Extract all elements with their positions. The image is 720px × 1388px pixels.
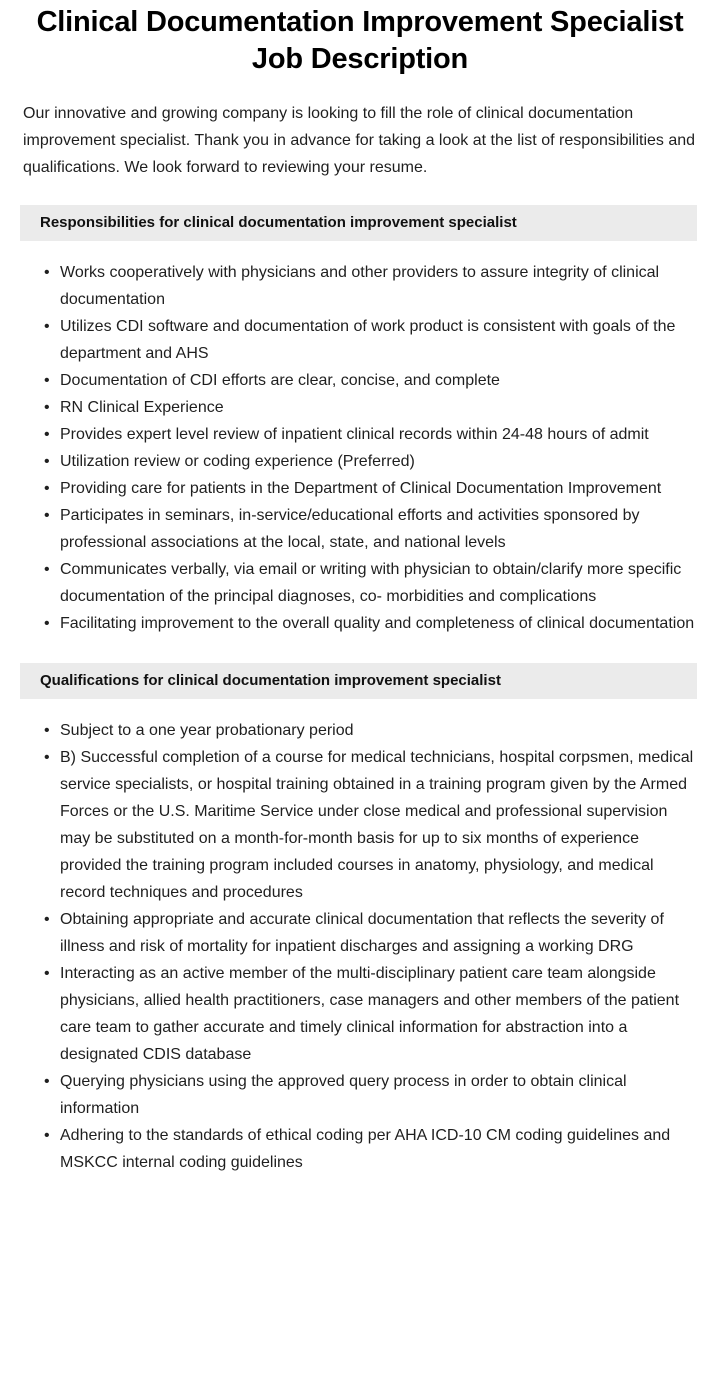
- list-item: • Participates in seminars, in-service/educational efforts and activities sponsored by professional associations at the local, state, and national levels: [44, 502, 696, 556]
- page-bottom-spacer: [0, 1176, 720, 1216]
- responsibilities-section-heading: Responsibilities for clinical documentation improvement specialist: [20, 205, 697, 241]
- list-item: • Adhering to the standards of ethical coding per AHA ICD-10 CM coding guidelines and MSKCC internal coding guidelines: [44, 1122, 696, 1176]
- list-item: • Works cooperatively with physicians and other providers to assure integrity of clinical documentation: [44, 259, 696, 313]
- list-item: • Provides expert level review of inpatient clinical records within 24-48 hours of admit: [44, 421, 696, 448]
- qualifications-section-heading: Qualifications for clinical documentation improvement specialist: [20, 663, 697, 699]
- list-item: • Communicates verbally, via email or writing with physician to obtain/clarify more specific documentation of the principal diagnoses, co- morbidities and complications: [44, 556, 696, 610]
- list-item: • Obtaining appropriate and accurate clinical documentation that reflects the severity of illness and risk of mortality for inpatient discharges and assigning a working DRG: [44, 906, 696, 960]
- qualifications-list: [0, 699, 720, 1176]
- list-item: • Providing care for patients in the Department of Clinical Documentation Improvement: [44, 475, 696, 502]
- list-item: • RN Clinical Experience: [44, 394, 696, 421]
- list-item: • Utilization review or coding experience (Preferred): [44, 448, 696, 475]
- list-item: • Interacting as an active member of the multi-disciplinary patient care team alongside physicians, allied health practitioners, case managers and other members of the patient care team to gather accurate and timely clinical information for abstraction into a designated CDIS database: [44, 960, 696, 1068]
- page-title: Clinical Documentation Improvement Specialist Job Description: [36, 6, 684, 75]
- list-item: • Utilizes CDI software and documentation of work product is consistent with goals of the department and AHS: [44, 313, 696, 367]
- list-item: • Documentation of CDI efforts are clear, concise, and complete: [44, 367, 696, 394]
- list-item: • Querying physicians using the approved query process in order to obtain clinical information: [44, 1068, 696, 1122]
- responsibilities-list: [0, 241, 720, 637]
- list-item: • B) Successful completion of a course for medical technicians, hospital corpsmen, medical service specialists, or hospital training obtained in a training program given by the Armed Forces or the U.S. Maritime Service under close medical and professional supervision may be substituted on a month-for-month basis for up to six months of experience provided the training program included courses in anatomy, physiology, and medical record techniques and procedures: [44, 744, 696, 906]
- intro-paragraph: Our innovative and growing company is looking to fill the role of clinical documentation improvement specialist. Thank you in advance for taking a look at the list of responsibilities and qualifications. We look forward to reviewing your resume.: [23, 105, 696, 176]
- list-item: • Subject to a one year probationary period: [44, 717, 696, 744]
- list-item: • Facilitating improvement to the overall quality and completeness of clinical documentation: [44, 610, 696, 637]
